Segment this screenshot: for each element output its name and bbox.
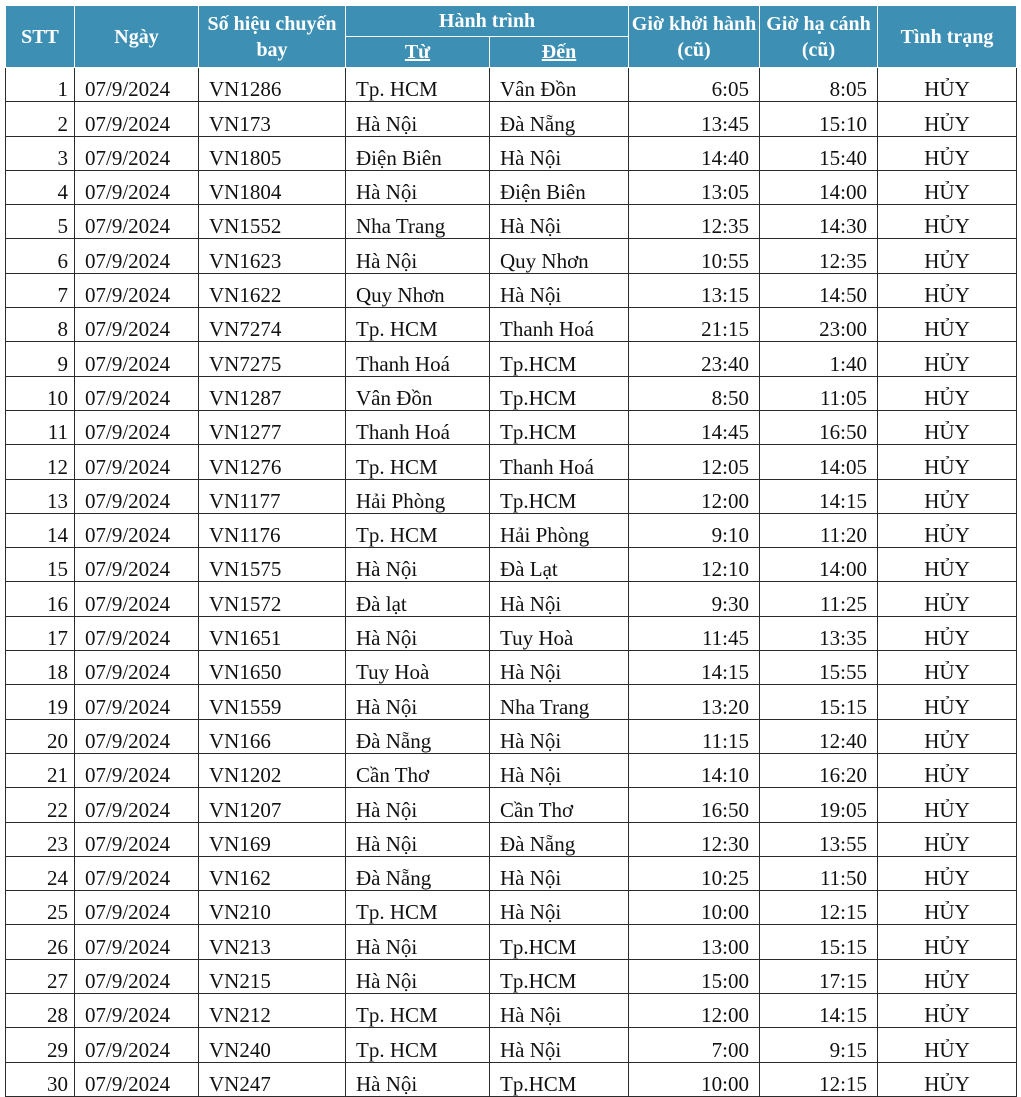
cell-gio-khoi-hanh: 13:15	[629, 273, 760, 307]
cell-den: Nha Trang	[490, 685, 629, 719]
cell-gio-ha-canh: 13:55	[760, 822, 878, 856]
cell-tinh-trang: HỦY	[878, 685, 1017, 719]
cell-den: Vân Đồn	[490, 68, 629, 102]
header-tinh-trang: Tình trạng	[878, 6, 1017, 68]
cell-tinh-trang: HỦY	[878, 959, 1017, 993]
cell-so-hieu: VN1276	[199, 445, 346, 479]
cell-ngay: 07/9/2024	[75, 959, 199, 993]
cell-tu: Tp. HCM	[346, 1028, 490, 1062]
cell-tinh-trang: HỦY	[878, 582, 1017, 616]
cell-tu: Hà Nội	[346, 788, 490, 822]
cell-gio-khoi-hanh: 23:40	[629, 342, 760, 376]
cell-gio-khoi-hanh: 10:25	[629, 856, 760, 890]
cell-gio-ha-canh: 14:05	[760, 445, 878, 479]
cell-tinh-trang: HỦY	[878, 479, 1017, 513]
table-header	[6, 6, 1017, 68]
cell-so-hieu: VN1559	[199, 685, 346, 719]
cell-so-hieu: VN1622	[199, 273, 346, 307]
cell-den: Đà Nẵng	[490, 822, 629, 856]
cell-tu: Vân Đồn	[346, 376, 490, 410]
cell-gio-ha-canh: 8:05	[760, 68, 878, 102]
cell-den: Tp.HCM	[490, 925, 629, 959]
cell-tinh-trang: HỦY	[878, 616, 1017, 650]
cell-so-hieu: VN169	[199, 822, 346, 856]
cell-so-hieu: VN1650	[199, 651, 346, 685]
cell-den: Hà Nội	[490, 994, 629, 1028]
cell-den: Tp.HCM	[490, 1062, 629, 1096]
cell-stt: 28	[6, 994, 75, 1028]
cell-gio-khoi-hanh: 9:10	[629, 513, 760, 547]
cell-den: Hà Nội	[490, 1028, 629, 1062]
table-row	[6, 651, 1017, 685]
cell-stt: 22	[6, 788, 75, 822]
cell-ngay: 07/9/2024	[75, 582, 199, 616]
cell-so-hieu: VN162	[199, 856, 346, 890]
cell-gio-ha-canh: 12:40	[760, 719, 878, 753]
cell-gio-ha-canh: 15:55	[760, 651, 878, 685]
cell-tu: Hà Nội	[346, 822, 490, 856]
cell-so-hieu: VN173	[199, 102, 346, 136]
cell-tinh-trang: HỦY	[878, 513, 1017, 547]
cell-so-hieu: VN1552	[199, 205, 346, 239]
cell-stt: 23	[6, 822, 75, 856]
cell-gio-ha-canh: 16:20	[760, 753, 878, 787]
table-row	[6, 891, 1017, 925]
cell-tu: Tp. HCM	[346, 445, 490, 479]
cell-stt: 27	[6, 959, 75, 993]
table-row	[6, 273, 1017, 307]
cell-stt: 30	[6, 1062, 75, 1096]
cell-tinh-trang: HỦY	[878, 445, 1017, 479]
table-row	[6, 376, 1017, 410]
cell-ngay: 07/9/2024	[75, 410, 199, 444]
header-ngay: Ngày	[75, 6, 199, 68]
cell-den: Tp.HCM	[490, 410, 629, 444]
cell-stt: 6	[6, 239, 75, 273]
cell-tu: Tp. HCM	[346, 994, 490, 1028]
cell-tinh-trang: HỦY	[878, 102, 1017, 136]
table-row	[6, 616, 1017, 650]
cell-gio-khoi-hanh: 7:00	[629, 1028, 760, 1062]
cell-ngay: 07/9/2024	[75, 1062, 199, 1096]
cell-stt: 20	[6, 719, 75, 753]
cell-den: Thanh Hoá	[490, 445, 629, 479]
cell-ngay: 07/9/2024	[75, 685, 199, 719]
cell-stt: 9	[6, 342, 75, 376]
table-row	[6, 822, 1017, 856]
cell-gio-khoi-hanh: 12:35	[629, 205, 760, 239]
cell-stt: 1	[6, 68, 75, 102]
header-tu: Từ	[346, 37, 490, 68]
cell-tu: Hà Nội	[346, 548, 490, 582]
cell-so-hieu: VN1207	[199, 788, 346, 822]
cell-den: Hà Nội	[490, 582, 629, 616]
cell-stt: 13	[6, 479, 75, 513]
cell-gio-ha-canh: 15:40	[760, 136, 878, 170]
cell-gio-khoi-hanh: 21:15	[629, 308, 760, 342]
cell-tinh-trang: HỦY	[878, 925, 1017, 959]
cell-stt: 24	[6, 856, 75, 890]
cell-tinh-trang: HỦY	[878, 68, 1017, 102]
cell-ngay: 07/9/2024	[75, 445, 199, 479]
cell-tu: Hà Nội	[346, 959, 490, 993]
cell-tinh-trang: HỦY	[878, 273, 1017, 307]
cell-tu: Tuy Hoà	[346, 651, 490, 685]
cell-gio-khoi-hanh: 11:45	[629, 616, 760, 650]
cell-tinh-trang: HỦY	[878, 856, 1017, 890]
cell-gio-ha-canh: 12:15	[760, 1062, 878, 1096]
cell-tinh-trang: HỦY	[878, 651, 1017, 685]
table-row	[6, 959, 1017, 993]
cell-gio-khoi-hanh: 14:45	[629, 410, 760, 444]
header-stt: STT	[6, 6, 75, 68]
table-row	[6, 856, 1017, 890]
cell-den: Thanh Hoá	[490, 308, 629, 342]
cell-gio-ha-canh: 14:15	[760, 994, 878, 1028]
cell-gio-khoi-hanh: 14:40	[629, 136, 760, 170]
cell-tinh-trang: HỦY	[878, 1028, 1017, 1062]
cell-gio-khoi-hanh: 10:00	[629, 1062, 760, 1096]
cell-gio-khoi-hanh: 14:15	[629, 651, 760, 685]
cell-stt: 19	[6, 685, 75, 719]
cell-gio-ha-canh: 19:05	[760, 788, 878, 822]
cell-ngay: 07/9/2024	[75, 479, 199, 513]
cell-tu: Tp. HCM	[346, 513, 490, 547]
cell-gio-ha-canh: 14:00	[760, 170, 878, 204]
cell-gio-khoi-hanh: 14:10	[629, 753, 760, 787]
cell-den: Quy Nhơn	[490, 239, 629, 273]
cell-ngay: 07/9/2024	[75, 1028, 199, 1062]
cell-ngay: 07/9/2024	[75, 308, 199, 342]
cell-den: Đà Lạt	[490, 548, 629, 582]
cell-tu: Hà Nội	[346, 102, 490, 136]
cell-tu: Tp. HCM	[346, 68, 490, 102]
cell-so-hieu: VN1177	[199, 479, 346, 513]
cell-so-hieu: VN1623	[199, 239, 346, 273]
cell-so-hieu: VN1651	[199, 616, 346, 650]
cell-tinh-trang: HỦY	[878, 994, 1017, 1028]
cell-stt: 15	[6, 548, 75, 582]
table-row	[6, 342, 1017, 376]
cell-stt: 14	[6, 513, 75, 547]
cell-tinh-trang: HỦY	[878, 1062, 1017, 1096]
cell-gio-khoi-hanh: 12:30	[629, 822, 760, 856]
table-row	[6, 1062, 1017, 1096]
table-row	[6, 410, 1017, 444]
cell-ngay: 07/9/2024	[75, 651, 199, 685]
cell-gio-ha-canh: 15:10	[760, 102, 878, 136]
cell-tu: Tp. HCM	[346, 891, 490, 925]
cell-tinh-trang: HỦY	[878, 205, 1017, 239]
table-row	[6, 170, 1017, 204]
cell-tu: Đà Nẵng	[346, 856, 490, 890]
cell-tu: Nha Trang	[346, 205, 490, 239]
table-row	[6, 719, 1017, 753]
cell-tu: Điện Biên	[346, 136, 490, 170]
cell-tu: Hà Nội	[346, 685, 490, 719]
cell-tu: Hà Nội	[346, 925, 490, 959]
cell-gio-khoi-hanh: 10:00	[629, 891, 760, 925]
cell-gio-ha-canh: 16:50	[760, 410, 878, 444]
cell-den: Đà Nẵng	[490, 102, 629, 136]
table-row	[6, 1028, 1017, 1062]
cell-gio-ha-canh: 13:35	[760, 616, 878, 650]
cell-so-hieu: VN1287	[199, 376, 346, 410]
cell-stt: 5	[6, 205, 75, 239]
cell-tu: Hà Nội	[346, 616, 490, 650]
cell-tu: Hà Nội	[346, 239, 490, 273]
cell-ngay: 07/9/2024	[75, 753, 199, 787]
cell-tu: Thanh Hoá	[346, 410, 490, 444]
cell-gio-khoi-hanh: 13:05	[629, 170, 760, 204]
cell-tinh-trang: HỦY	[878, 308, 1017, 342]
cell-stt: 18	[6, 651, 75, 685]
cell-gio-khoi-hanh: 16:50	[629, 788, 760, 822]
cell-tinh-trang: HỦY	[878, 719, 1017, 753]
table-row	[6, 239, 1017, 273]
cell-den: Cần Thơ	[490, 788, 629, 822]
cell-so-hieu: VN1805	[199, 136, 346, 170]
cell-so-hieu: VN1572	[199, 582, 346, 616]
cell-ngay: 07/9/2024	[75, 342, 199, 376]
cell-gio-ha-canh: 23:00	[760, 308, 878, 342]
cell-tinh-trang: HỦY	[878, 136, 1017, 170]
header-hanh-trinh: Hành trình	[346, 6, 629, 37]
cell-den: Điện Biên	[490, 170, 629, 204]
cell-stt: 2	[6, 102, 75, 136]
table-row	[6, 68, 1017, 102]
cell-so-hieu: VN1202	[199, 753, 346, 787]
table-row	[6, 753, 1017, 787]
cell-stt: 12	[6, 445, 75, 479]
cell-den: Hà Nội	[490, 719, 629, 753]
cell-den: Tuy Hoà	[490, 616, 629, 650]
table-row	[6, 582, 1017, 616]
cell-tu: Hà Nội	[346, 170, 490, 204]
cell-tu: Cần Thơ	[346, 753, 490, 787]
header-so-hieu: Số hiệu chuyến bay	[199, 6, 346, 68]
cell-gio-ha-canh: 15:15	[760, 685, 878, 719]
cell-gio-ha-canh: 14:50	[760, 273, 878, 307]
cell-gio-ha-canh: 1:40	[760, 342, 878, 376]
cell-gio-ha-canh: 11:20	[760, 513, 878, 547]
cell-ngay: 07/9/2024	[75, 170, 199, 204]
cell-ngay: 07/9/2024	[75, 548, 199, 582]
cell-den: Tp.HCM	[490, 959, 629, 993]
cell-so-hieu: VN1804	[199, 170, 346, 204]
cell-ngay: 07/9/2024	[75, 925, 199, 959]
flight-cancellation-table	[5, 5, 1017, 1097]
table-row	[6, 994, 1017, 1028]
table-row	[6, 548, 1017, 582]
cell-ngay: 07/9/2024	[75, 994, 199, 1028]
cell-so-hieu: VN1176	[199, 513, 346, 547]
cell-stt: 4	[6, 170, 75, 204]
cell-ngay: 07/9/2024	[75, 136, 199, 170]
cell-gio-khoi-hanh: 8:50	[629, 376, 760, 410]
cell-den: Hải Phòng	[490, 513, 629, 547]
cell-tu: Hải Phòng	[346, 479, 490, 513]
cell-gio-ha-canh: 14:00	[760, 548, 878, 582]
cell-stt: 3	[6, 136, 75, 170]
cell-so-hieu: VN213	[199, 925, 346, 959]
table-row	[6, 925, 1017, 959]
table-row	[6, 479, 1017, 513]
cell-den: Hà Nội	[490, 205, 629, 239]
cell-gio-khoi-hanh: 9:30	[629, 582, 760, 616]
cell-gio-ha-canh: 11:05	[760, 376, 878, 410]
cell-gio-ha-canh: 15:15	[760, 925, 878, 959]
cell-gio-ha-canh: 14:30	[760, 205, 878, 239]
cell-so-hieu: VN7274	[199, 308, 346, 342]
cell-tu: Tp. HCM	[346, 308, 490, 342]
cell-den: Hà Nội	[490, 651, 629, 685]
cell-gio-ha-canh: 12:15	[760, 891, 878, 925]
cell-gio-khoi-hanh: 10:55	[629, 239, 760, 273]
header-gio-ha-canh: Giờ hạ cánh (cũ)	[760, 6, 878, 68]
cell-gio-khoi-hanh: 12:10	[629, 548, 760, 582]
cell-tinh-trang: HỦY	[878, 410, 1017, 444]
cell-so-hieu: VN1286	[199, 68, 346, 102]
cell-tinh-trang: HỦY	[878, 891, 1017, 925]
cell-so-hieu: VN1277	[199, 410, 346, 444]
cell-tinh-trang: HỦY	[878, 376, 1017, 410]
cell-so-hieu: VN215	[199, 959, 346, 993]
cell-stt: 16	[6, 582, 75, 616]
cell-den: Tp.HCM	[490, 376, 629, 410]
cell-so-hieu: VN210	[199, 891, 346, 925]
cell-ngay: 07/9/2024	[75, 719, 199, 753]
cell-tinh-trang: HỦY	[878, 822, 1017, 856]
cell-stt: 10	[6, 376, 75, 410]
cell-tinh-trang: HỦY	[878, 342, 1017, 376]
cell-stt: 26	[6, 925, 75, 959]
cell-stt: 11	[6, 410, 75, 444]
cell-tu: Đà lạt	[346, 582, 490, 616]
cell-den: Hà Nội	[490, 136, 629, 170]
cell-so-hieu: VN166	[199, 719, 346, 753]
cell-ngay: 07/9/2024	[75, 239, 199, 273]
cell-so-hieu: VN7275	[199, 342, 346, 376]
cell-gio-khoi-hanh: 12:00	[629, 994, 760, 1028]
table-row	[6, 136, 1017, 170]
cell-so-hieu: VN1575	[199, 548, 346, 582]
cell-den: Tp.HCM	[490, 479, 629, 513]
cell-ngay: 07/9/2024	[75, 856, 199, 890]
cell-tu: Đà Nẵng	[346, 719, 490, 753]
cell-ngay: 07/9/2024	[75, 68, 199, 102]
cell-ngay: 07/9/2024	[75, 376, 199, 410]
cell-ngay: 07/9/2024	[75, 822, 199, 856]
table-row	[6, 445, 1017, 479]
cell-tinh-trang: HỦY	[878, 548, 1017, 582]
cell-tinh-trang: HỦY	[878, 239, 1017, 273]
cell-ngay: 07/9/2024	[75, 273, 199, 307]
cell-gio-khoi-hanh: 11:15	[629, 719, 760, 753]
table-row	[6, 513, 1017, 547]
cell-tinh-trang: HỦY	[878, 753, 1017, 787]
cell-gio-ha-canh: 9:15	[760, 1028, 878, 1062]
cell-gio-khoi-hanh: 12:00	[629, 479, 760, 513]
table-row	[6, 205, 1017, 239]
header-den: Đến	[490, 37, 629, 68]
table-row	[6, 685, 1017, 719]
cell-tinh-trang: HỦY	[878, 788, 1017, 822]
cell-ngay: 07/9/2024	[75, 513, 199, 547]
table-row	[6, 788, 1017, 822]
cell-gio-khoi-hanh: 15:00	[629, 959, 760, 993]
cell-ngay: 07/9/2024	[75, 102, 199, 136]
cell-gio-ha-canh: 11:25	[760, 582, 878, 616]
cell-ngay: 07/9/2024	[75, 788, 199, 822]
cell-gio-khoi-hanh: 13:00	[629, 925, 760, 959]
cell-stt: 17	[6, 616, 75, 650]
cell-gio-khoi-hanh: 12:05	[629, 445, 760, 479]
cell-gio-khoi-hanh: 6:05	[629, 68, 760, 102]
cell-den: Hà Nội	[490, 273, 629, 307]
cell-ngay: 07/9/2024	[75, 205, 199, 239]
cell-den: Hà Nội	[490, 753, 629, 787]
cell-stt: 29	[6, 1028, 75, 1062]
cell-so-hieu: VN240	[199, 1028, 346, 1062]
table-row	[6, 102, 1017, 136]
cell-stt: 21	[6, 753, 75, 787]
cell-gio-khoi-hanh: 13:20	[629, 685, 760, 719]
cell-stt: 25	[6, 891, 75, 925]
cell-tu: Quy Nhơn	[346, 273, 490, 307]
cell-ngay: 07/9/2024	[75, 616, 199, 650]
cell-gio-khoi-hanh: 13:45	[629, 102, 760, 136]
cell-gio-ha-canh: 17:15	[760, 959, 878, 993]
cell-gio-ha-canh: 12:35	[760, 239, 878, 273]
cell-tinh-trang: HỦY	[878, 170, 1017, 204]
cell-so-hieu: VN212	[199, 994, 346, 1028]
cell-stt: 7	[6, 273, 75, 307]
cell-den: Hà Nội	[490, 856, 629, 890]
cell-ngay: 07/9/2024	[75, 891, 199, 925]
cell-gio-ha-canh: 11:50	[760, 856, 878, 890]
cell-so-hieu: VN247	[199, 1062, 346, 1096]
cell-den: Hà Nội	[490, 891, 629, 925]
cell-tu: Thanh Hoá	[346, 342, 490, 376]
header-gio-khoi-hanh: Giờ khởi hành (cũ)	[629, 6, 760, 68]
cell-den: Tp.HCM	[490, 342, 629, 376]
cell-stt: 8	[6, 308, 75, 342]
table-row	[6, 308, 1017, 342]
table-body	[6, 68, 1017, 1097]
cell-tu: Hà Nội	[346, 1062, 490, 1096]
cell-gio-ha-canh: 14:15	[760, 479, 878, 513]
